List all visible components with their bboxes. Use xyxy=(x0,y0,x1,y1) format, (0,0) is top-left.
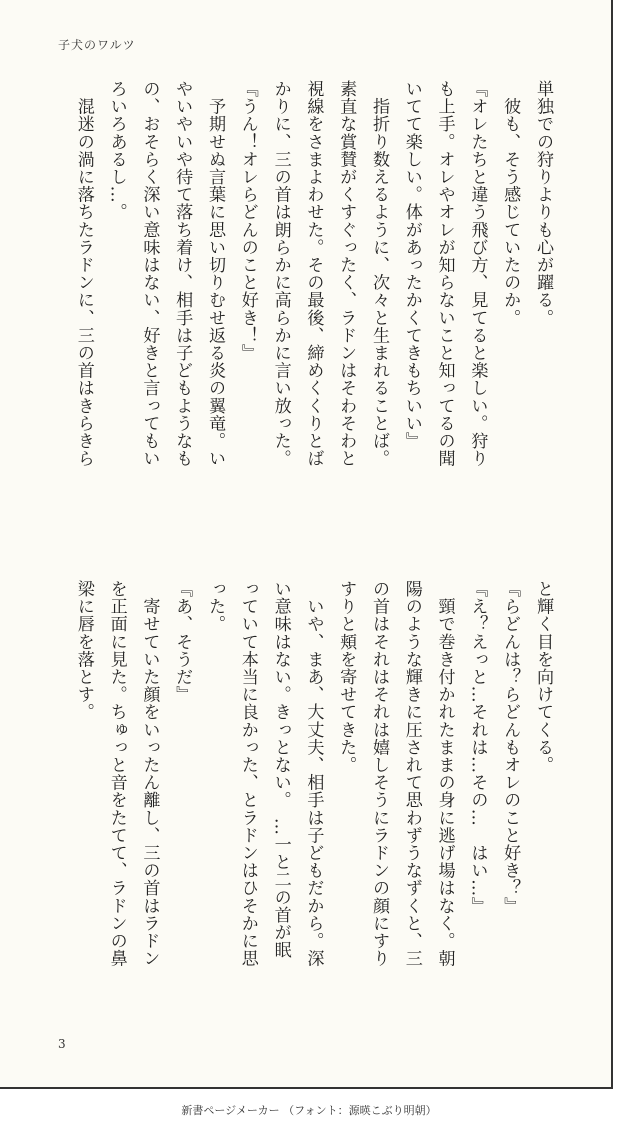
page-number: 3 xyxy=(58,1037,66,1051)
text-line: いや、まあ、大丈夫、相手は子どもだから。深 xyxy=(303,580,324,968)
footer-credit: 新書ページメーカー （フォント：源暎こぶり明朝） xyxy=(181,1104,437,1117)
text-line: 予期せぬ言葉に思い切りむせ返る炎の翼竜。い xyxy=(205,80,226,468)
text-line: 陽のような輝きに圧されて思わずうなずくと、三 xyxy=(401,580,422,968)
text-line: 『オレたちと違う飛び方、見てると楽しい。狩り xyxy=(467,80,488,468)
text-line: 『え？えっと…それは…その… はい…』 xyxy=(467,580,488,915)
text-line: 視線をさまよわせた。その最後、締めくくりとば xyxy=(303,80,324,468)
running-header: 子犬のワルツ xyxy=(58,38,136,52)
text-line: かりに、三の首は朗らかに高らかに言い放った。 xyxy=(270,80,291,468)
text-line: 寄せていた顔をいったん離し、三の首はラドン xyxy=(139,580,160,968)
text-line: 単独での狩りよりも心が躍る。 xyxy=(533,80,553,327)
text-block-upper xyxy=(67,80,559,520)
text-line: 混迷の渦に落ちたラドンに、三の首はきらきら xyxy=(73,80,94,468)
text-line: やいやいや待て落ち着け、相手は子どもようなも xyxy=(172,80,193,468)
text-line: の、おそらく深い意味はない、好きと言ってもい xyxy=(139,80,160,468)
text-line: の首はそれはそれは嬉しそうにラドンの顔にすり xyxy=(369,580,390,968)
text-line: すりと頬を寄せてきた。 xyxy=(336,580,357,774)
text-line: ろいろあるし…。 xyxy=(106,80,127,221)
text-line: も上手。オレやオレが知らないこと知ってるの聞 xyxy=(434,80,455,468)
text-line: っていて本当に良かった、とラドンはひそかに思 xyxy=(237,580,258,968)
text-line: い意味はない。きっとない。 …一と二の首が眠 xyxy=(270,580,291,959)
text-line: 頸で巻き付かれたままの身に逃げ場はなく。朝 xyxy=(434,580,455,968)
text-line: った。 xyxy=(205,580,226,633)
text-line: いてて楽しい。体があったかくてきもちいい』 xyxy=(401,80,422,450)
text-line: 『あ、そうだ』 xyxy=(172,580,193,704)
text-line: 素直な賞賛がくすぐったく、ラドンはそわそわと xyxy=(336,80,357,468)
text-line: を正面に見た。ちゅっと音をたてて、ラドンの鼻 xyxy=(106,580,127,968)
text-line: と輝く目を向けてくる。 xyxy=(533,580,553,774)
text-block-lower xyxy=(67,580,559,1020)
text-line: 『うん！オレらどんのこと好き！』 xyxy=(237,80,258,362)
text-line: 彼も、そう感じていたのか。 xyxy=(500,80,521,327)
text-line: 梁に唇を落とす。 xyxy=(73,580,94,721)
text-line: 『らどんは？らどんもオレのこと好き？』 xyxy=(500,580,521,915)
text-line: 指折り数えるように、次々と生まれることば。 xyxy=(369,80,390,468)
